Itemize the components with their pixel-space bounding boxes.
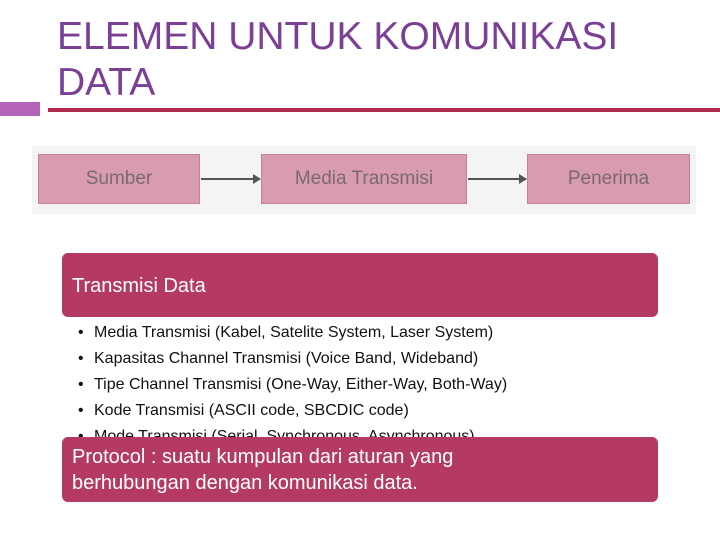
protocol-line2: berhubungan dengan komunikasi data. — [72, 472, 418, 494]
flow-receiver-box — [527, 154, 690, 204]
flow-receiver-label: Penerima — [567, 168, 650, 189]
flow-source-label: Sumber — [85, 168, 153, 189]
slide-title-line1: ELEMEN UNTUK KOMUNIKASI — [57, 15, 619, 58]
arrow-right-icon — [201, 178, 260, 180]
arrow-right-icon — [468, 178, 526, 180]
slide-title-line2: DATA — [57, 61, 156, 104]
flow-source-box — [38, 154, 200, 204]
flow-medium-box — [261, 154, 467, 204]
protocol-line1: Protocol : suatu kumpulan dari aturan yang — [72, 446, 454, 468]
list-item: • Kode Transmisi (ASCII code, SBCDIC code) — [76, 398, 676, 424]
transmission-heading: Transmisi Data — [72, 275, 206, 297]
title-accent-block — [0, 102, 40, 116]
protocol-definition-box — [62, 437, 658, 502]
list-item: • Kapasitas Channel Transmisi (Voice Band, Wideband) — [76, 346, 676, 372]
flow-medium-label: Media Transmisi — [294, 168, 434, 189]
slide-title — [57, 14, 697, 106]
title-divider — [48, 108, 720, 112]
list-item: • Media Transmisi (Kabel, Satelite System, Laser System) — [76, 320, 676, 346]
transmission-bullet-list — [76, 320, 676, 436]
list-item: • Tipe Channel Transmisi (One-Way, Either-Way, Both-Way) — [76, 372, 676, 398]
